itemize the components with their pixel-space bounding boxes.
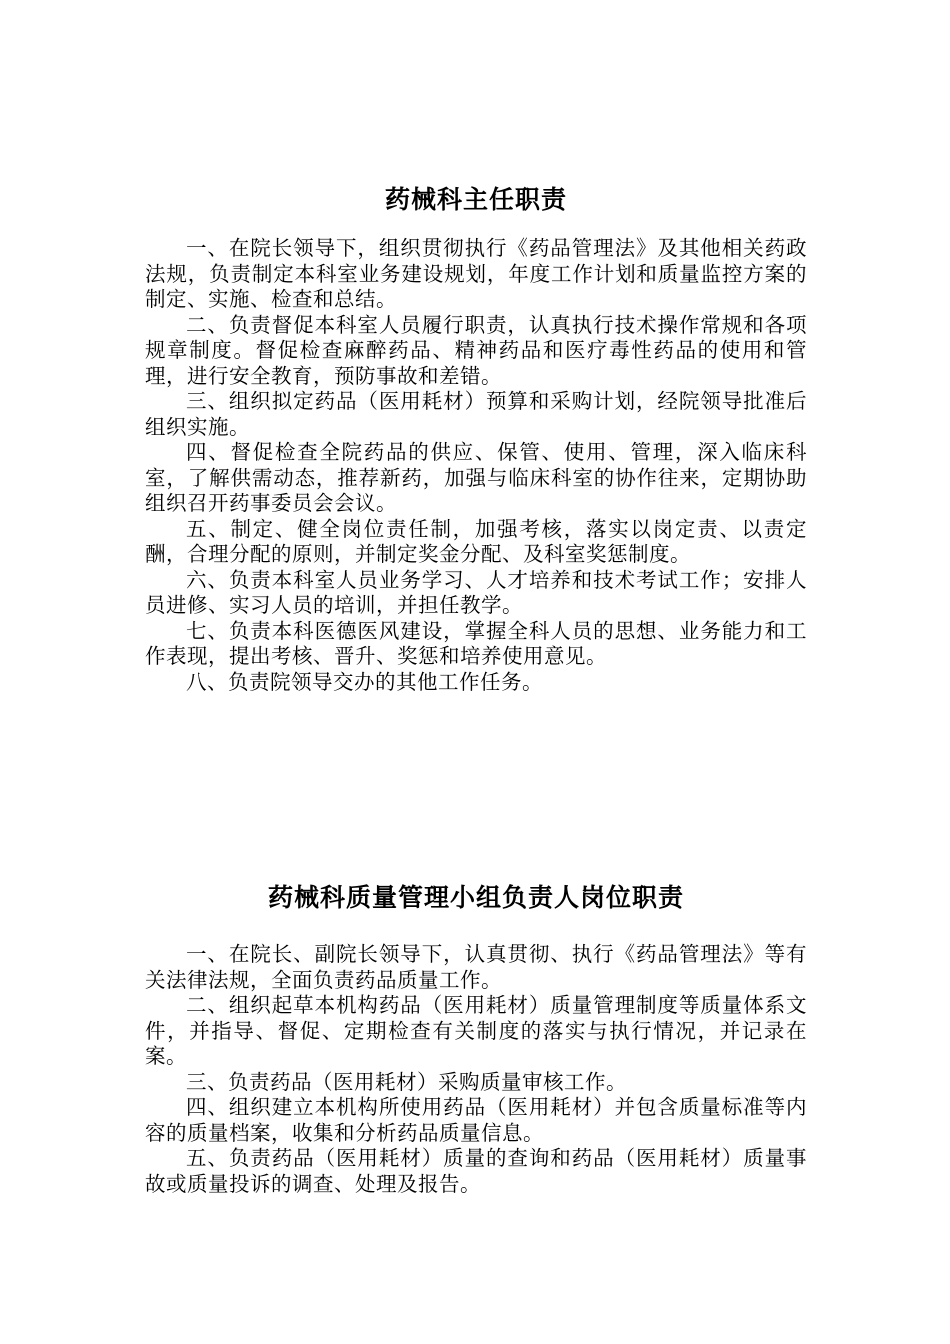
section-director-duties — [145, 178, 807, 695]
section-title: 药械科质量管理小组负责人岗位职责 — [267, 883, 684, 912]
paragraph: 二、组织起草本机构药品（医用耗材）质量管理制度等质量体系文件，并指导、督促、定期检查有关制度的落实与执行情况，并记录在案。 — [145, 993, 807, 1068]
paragraph: 二、负责督促本科室人员履行职责，认真执行技术操作常规和各项规章制度。督促检查麻醉药品、精神药品和医疗毒性药品的使用和管理，进行安全教育，预防事故和差错。 — [145, 312, 807, 388]
paragraph: 四、组织建立本机构所使用药品（医用耗材）并包含质量标准等内容的质量档案，收集和分析药品质量信息。 — [145, 1095, 807, 1145]
paragraph: 一、在院长领导下，组织贯彻执行《药品管理法》及其他相关药政法规，负责制定本科室业务建设规划，年度工作计划和质量监控方案的制定、实施、检查和总结。 — [145, 236, 807, 311]
paragraph: 五、负责药品（医用耗材）质量的查询和药品（医用耗材）质量事故或质量投诉的调查、处理及报告。 — [145, 1146, 807, 1196]
paragraph: 三、组织拟定药品（医用耗材）预算和采购计划，经院领导批准后组织实施。 — [145, 389, 807, 439]
paragraph: 三、负责药品（医用耗材）采购质量审核工作。 — [186, 1069, 627, 1094]
paragraph: 五、制定、健全岗位责任制，加强考核，落实以岗定责、以责定酬，合理分配的原则，并制定奖金分配、及科室奖惩制度。 — [145, 516, 807, 566]
section-title: 药械科主任职责 — [384, 185, 567, 214]
paragraph: 八、负责院领导交办的其他工作任务。 — [186, 669, 543, 694]
paragraph: 七、负责本科医德医风建设，掌握全科人员的思想、业务能力和工作表现，提出考核、晋升、奖惩和培养使用意见。 — [145, 618, 807, 668]
paragraph: 四、督促检查全院药品的供应、保管、使用、管理，深入临床科室，了解供需动态，推荐新药，加强与临床科室的协作往来，定期协助组织召开药事委员会会议。 — [145, 440, 807, 515]
section-quality-lead-duties — [145, 876, 807, 1197]
paragraph: 六、负责本科室人员业务学习、人才培养和技术考试工作；安排人员进修、实习人员的培训，并担任教学。 — [145, 567, 807, 617]
paragraph: 一、在院长、副院长领导下，认真贯彻、执行《药品管理法》等有关法律法规，全面负责药品质量工作。 — [145, 942, 807, 992]
